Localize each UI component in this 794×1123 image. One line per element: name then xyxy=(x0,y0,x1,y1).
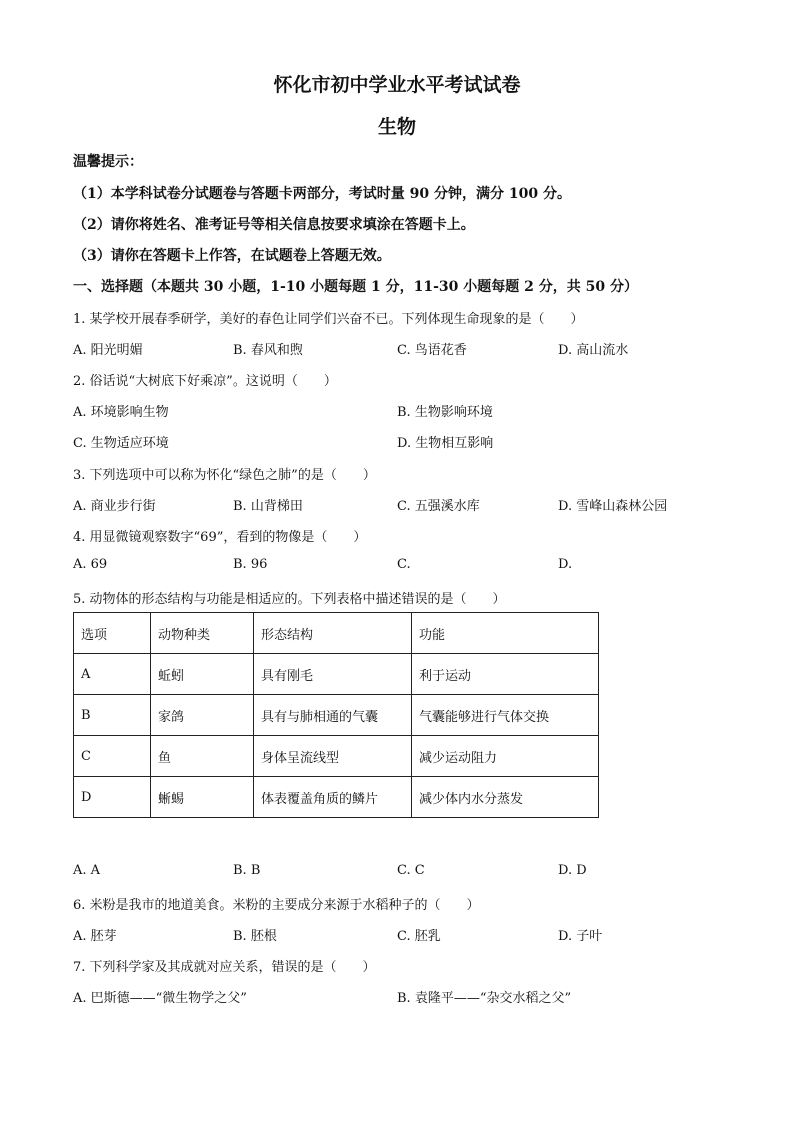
question-5-stem: 5. 动物体的形态结构与功能是相适应的。下列表格中描述错误的是（ ） xyxy=(73,592,506,607)
q1-option-c: C. 鸟语花香 xyxy=(397,343,467,358)
question-1-stem: 1. 某学校开展春季研学，美好的春色让同学们兴奋不已。下列体现生命现象的是（ ） xyxy=(73,312,584,327)
q2-option-a: A. 环境影响生物 xyxy=(73,405,169,420)
table-row xyxy=(74,777,599,818)
table-cell: 减少体内水分蒸发 xyxy=(412,777,599,818)
q2-option-d: D. 生物相互影响 xyxy=(397,436,494,451)
table-cell: 身体呈流线型 xyxy=(254,736,412,777)
notice-item-1: （1）本学科试卷分试题卷与答题卡两部分，考试时量 90 分钟，满分 100 分。 xyxy=(73,186,571,202)
notice-item-3: （3）请你在答题卡上作答，在试题卷上答题无效。 xyxy=(73,248,391,264)
table-cell: 体表覆盖角质的鳞片 xyxy=(254,777,412,818)
q3-option-a: A. 商业步行街 xyxy=(73,499,156,514)
q5-table xyxy=(73,612,599,818)
table-cell: 气囊能够进行气体交换 xyxy=(412,695,599,736)
q5-option-c: C. C xyxy=(397,863,425,878)
table-cell: 利于运动 xyxy=(412,654,599,695)
table-cell: A xyxy=(74,654,151,695)
question-2-stem: 2. 俗话说“大树底下好乘凉”。这说明（ ） xyxy=(73,374,337,389)
q6-option-c: C. 胚乳 xyxy=(397,929,441,944)
table-header-cell: 选项 xyxy=(74,613,151,654)
q4-option-c: C. xyxy=(397,557,411,572)
q2-option-c: C. 生物适应环境 xyxy=(73,436,169,451)
table-cell: 蜥蜴 xyxy=(151,777,254,818)
table-cell: 减少运动阻力 xyxy=(412,736,599,777)
q6-option-d: D. 子叶 xyxy=(558,929,603,944)
table-cell: B xyxy=(74,695,151,736)
question-4-stem: 4. 用显微镜观察数字“69”，看到的物像是（ ） xyxy=(73,530,367,545)
q6-option-b: B. 胚根 xyxy=(233,929,277,944)
question-6-stem: 6. 米粉是我市的地道美食。米粉的主要成分来源于水稻种子的（ ） xyxy=(73,898,480,913)
table-header-cell: 动物种类 xyxy=(151,613,254,654)
table-cell: 鱼 xyxy=(151,736,254,777)
q1-option-d: D. 高山流水 xyxy=(558,343,629,358)
table-header-row xyxy=(74,613,599,654)
section-heading: 一、选择题（本题共 30 小题，1-10 小题每题 1 分，11-30 小题每题 2 分，共 50 分） xyxy=(73,279,638,295)
q7-option-b: B. 袁隆平——“杂交水稻之父” xyxy=(397,991,572,1006)
question-3-stem: 3. 下列选项中可以称为怀化“绿色之肺”的是（ ） xyxy=(73,468,376,483)
q4-option-a: A. 69 xyxy=(73,557,108,572)
subject-title: 生物 xyxy=(377,116,416,138)
table-header-cell: 功能 xyxy=(412,613,599,654)
q4-option-b: B. 96 xyxy=(233,557,268,572)
notice-item-2: （2）请你将姓名、准考证号等相关信息按要求填涂在答题卡上。 xyxy=(73,217,475,233)
q2-option-b: B. 生物影响环境 xyxy=(397,405,493,420)
table-header-cell: 形态结构 xyxy=(254,613,412,654)
table-cell: 具有与肺相通的气囊 xyxy=(254,695,412,736)
table-cell: C xyxy=(74,736,151,777)
table-row xyxy=(74,736,599,777)
q4-option-d: D. xyxy=(558,557,573,572)
q5-option-d: D. D xyxy=(558,863,587,878)
table-cell: 具有刚毛 xyxy=(254,654,412,695)
table-row xyxy=(74,654,599,695)
question-7-stem: 7. 下列科学家及其成就对应关系，错误的是（ ） xyxy=(73,960,376,975)
table-cell: 家鸽 xyxy=(151,695,254,736)
q3-option-b: B. 山背梯田 xyxy=(233,499,303,514)
q1-option-a: A. 阳光明媚 xyxy=(73,343,143,358)
q7-option-a: A. 巴斯德——“微生物学之父” xyxy=(73,991,247,1006)
table-cell: D xyxy=(74,777,151,818)
q5-option-a: A. A xyxy=(73,863,101,878)
q3-option-d: D. 雪峰山森林公园 xyxy=(558,499,668,514)
q1-option-b: B. 春风和煦 xyxy=(233,343,303,358)
notice-heading: 温馨提示： xyxy=(73,154,143,170)
table-cell: 蚯蚓 xyxy=(151,654,254,695)
q6-option-a: A. 胚芽 xyxy=(73,929,117,944)
q3-option-c: C. 五强溪水库 xyxy=(397,499,480,514)
q5-option-b: B. B xyxy=(233,863,261,878)
exam-title: 怀化市初中学业水平考试试卷 xyxy=(273,74,521,96)
table-row xyxy=(74,695,599,736)
